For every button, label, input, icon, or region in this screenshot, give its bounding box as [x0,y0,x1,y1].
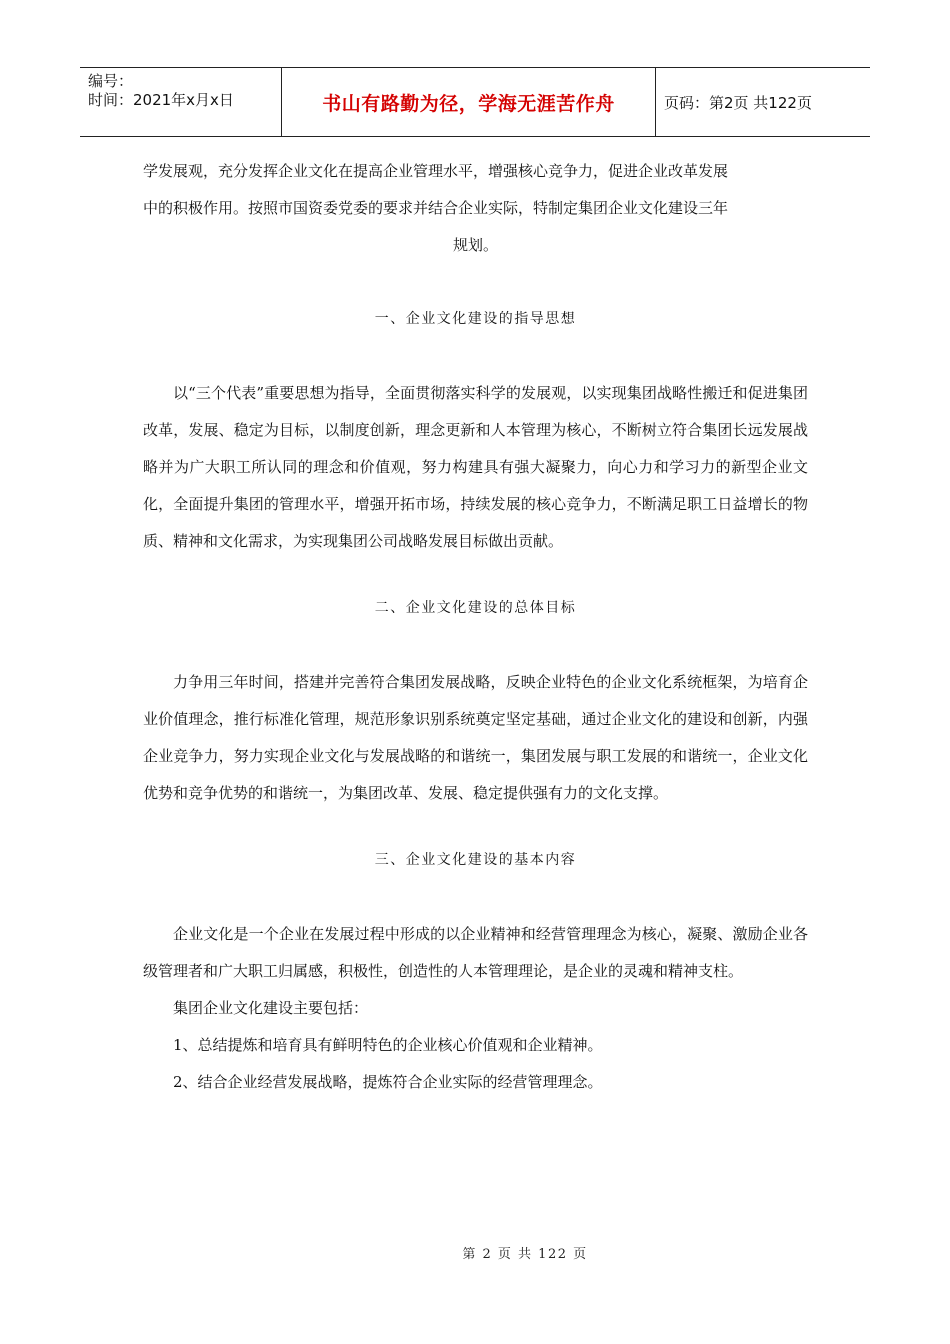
section-2-heading: 二、企业文化建设的总体目标 [374,600,577,616]
page-footer [0,1243,950,1262]
document-number-label: 编号： [88,72,134,90]
header-motto: 书山有路勤为径，学海无涯苦作舟 [282,68,656,136]
section-1-paragraph: 以“三个代表”重要思想为指导，全面贯彻落实科学的发展观，以实现集团战略性搬迁和促进集团改革，发展、稳定为目标，以制度创新，理念更新和人本管理为核心，不断树立符合集团长远发展战略并为广大职工所认同的理念和价值观，努力构建具有强大凝聚力，向心力和学习力的新型企业文化，全面提升集团的管理水平，增强开拓市场，持续发展的核心竞争力，不断满足职工日益增长的物质、精神和文化需求，为实现集团公司战略发展目标做出贡献。 [143,384,808,550]
header-meta [80,68,282,136]
list-item: 2、结合企业经营发展战略，提炼符合企业实际的经营管理理念。 [173,1073,603,1091]
section-3-heading: 三、企业文化建设的基本内容 [374,852,577,868]
list-item: 1、总结提炼和培育具有鲜明特色的企业核心价值观和企业精神。 [173,1036,603,1054]
document-body [143,153,808,1101]
header-page-info: 页码：第2页 共122页 [664,93,812,112]
section-1-heading: 一、企业文化建设的指导思想 [374,311,577,327]
intro-line-1: 学发展观，充分发挥企业文化在提高企业管理水平，增强核心竞争力，促进企业改革发展 [143,162,729,180]
intro-line-2: 中的积极作用。按照市国资委党委的要求并结合企业实际，特制定集团企业文化建设三年 [143,199,729,217]
page-header [80,67,870,137]
intro-line-3: 规划。 [452,236,498,254]
section-2-paragraph: 力争用三年时间，搭建并完善符合集团发展战略，反映企业特色的企业文化系统框架，为培育企业价值理念，推行标准化管理，规范形象识别系统奠定坚定基础，通过企业文化的建设和创新，内强企业竞争力，努力实现企业文化与发展战略的和谐统一，集团发展与职工发展的和谐统一，企业文化优势和竞争优势的和谐统一，为集团改革、发展、稳定提供强有力的文化支撑。 [143,673,808,802]
page-footer-text: 第 2 页 共 122 页 [462,1247,588,1262]
document-date: 时间：2021年x月x日 [88,91,234,109]
section-3-paragraph: 企业文化是一个企业在发展过程中形成的以企业精神和经营管理理念为核心，凝聚、激励企业各级管理者和广大职工归属感，积极性，创造性的人本管理理论，是企业的灵魂和精神支柱。 [143,925,808,980]
list-intro: 集团企业文化建设主要包括： [173,999,369,1017]
